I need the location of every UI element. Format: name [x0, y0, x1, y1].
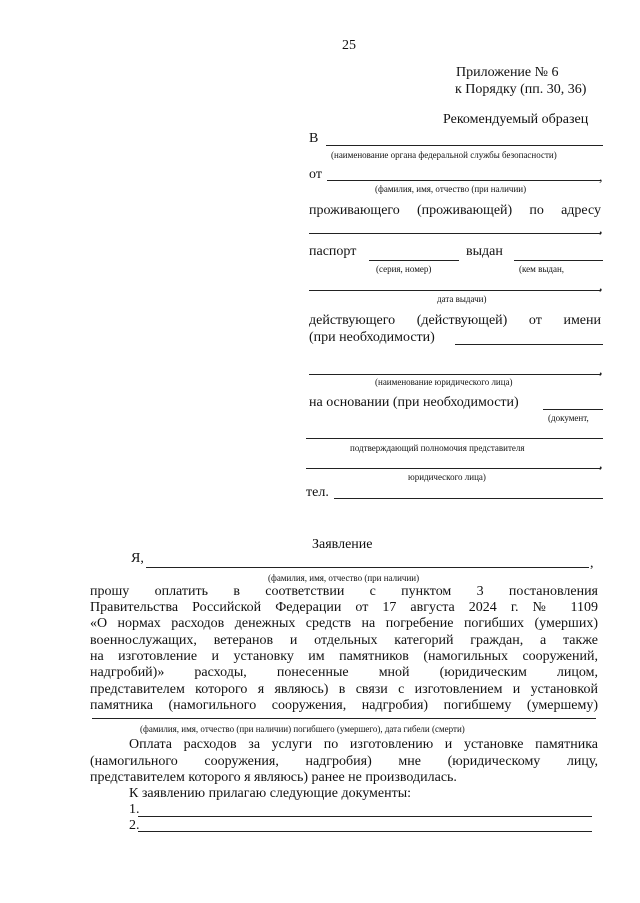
body-line-2: Правительства Российской Федерации от 17 августа 2024 г. № 1109	[90, 600, 598, 615]
comma: ,	[599, 457, 603, 472]
basis-line	[543, 409, 603, 410]
attachment-2-line	[138, 831, 592, 832]
issued-by-caption: (кем выдан,	[519, 264, 565, 274]
issue-date-line	[309, 290, 601, 291]
from-prefix: от	[309, 167, 322, 182]
body-line-6: надгробий)» расходы, понесенные мной (юридическим лицом,	[90, 665, 598, 680]
phone-line	[334, 498, 603, 499]
entity-caption: (наименование юридического лица)	[375, 377, 513, 387]
statement-title: Заявление	[312, 537, 373, 552]
appendix-number: Приложение № 6	[456, 65, 559, 80]
body-line-7: представителем которого я являюсь) в связи с изготовлением и установкой	[90, 682, 598, 697]
comma: ,	[599, 363, 603, 378]
basis-label: на основании (при необходимости)	[309, 395, 519, 410]
entity-line-1	[455, 344, 603, 345]
authority-line-2	[306, 468, 601, 469]
issued-by-line	[514, 260, 603, 261]
attachment-1-line	[138, 816, 592, 817]
issued-label: выдан	[466, 244, 503, 259]
authority-line-1	[306, 438, 603, 439]
residing-label: проживающего (проживающей) по адресу	[309, 203, 601, 218]
comma: ,	[599, 279, 603, 294]
legal-entity-caption: юридического лица)	[408, 472, 486, 482]
fsb-organ-caption: (наименование органа федеральной службы безопасности)	[331, 150, 557, 160]
page-number: 25	[342, 38, 356, 53]
phone-label: тел.	[306, 485, 329, 500]
deceased-caption: (фамилия, имя, отчество (при наличии) погибшего (умершего), дата гибели (смерти)	[140, 724, 465, 734]
to-prefix: В	[309, 131, 319, 146]
body-line-3: «О нормах расходов денежных средств на погребение погибших (умерших)	[90, 616, 598, 631]
para2-line-3: представителем которого я являюсь) ранее не производилась.	[90, 770, 457, 785]
body-line-8: памятника (намогильного сооружения, надгробия) погибшему (умершему)	[90, 698, 598, 713]
comma: ,	[599, 222, 603, 237]
applicant-fio-line	[146, 567, 589, 568]
address-line	[309, 233, 601, 234]
attachment-1-number: 1.	[129, 802, 140, 817]
applicant-name-line	[327, 180, 601, 181]
sample-label: Рекомендуемый образец	[443, 112, 589, 127]
passport-series-caption: (серия, номер)	[376, 264, 432, 274]
entity-line-2	[309, 374, 601, 375]
passport-label: паспорт	[309, 244, 357, 259]
applicant-fio-caption: (фамилия, имя, отчество (при наличии)	[268, 573, 420, 583]
para2-line-1: Оплата расходов за услуги по изготовлению и установке памятника	[129, 737, 598, 752]
order-reference: к Порядку (пп. 30, 36)	[455, 82, 587, 97]
document-caption: (документ,	[548, 413, 589, 423]
applicant-name-caption: (фамилия, имя, отчество (при наличии)	[375, 184, 527, 194]
fsb-organ-line	[326, 145, 603, 146]
attachments-label: К заявлению прилагаю следующие документы:	[129, 786, 412, 801]
comma: ,	[599, 170, 603, 185]
authority-caption: подтверждающий полномочия представителя	[350, 443, 525, 453]
acting-label: действующего (действующей) от имени	[309, 313, 601, 328]
if-necessary-label: (при необходимости)	[309, 330, 435, 345]
body-line-1: прошу оплатить в соответствии с пунктом 3 постановления	[90, 584, 598, 599]
attachment-2-number: 2.	[129, 818, 140, 833]
issue-date-caption: дата выдачи)	[437, 294, 487, 304]
ya-label: Я,	[131, 551, 144, 566]
comma: ,	[590, 556, 594, 571]
body-line-4: военнослужащих, ветеранов и отдельных категорий граждан, а также	[90, 633, 598, 648]
para2-line-2: (намогильного сооружения, надгробия) мне (юридическому лицу,	[90, 754, 598, 769]
deceased-line	[92, 718, 596, 719]
passport-series-line	[369, 260, 459, 261]
body-line-5: на изготовление и установку им памятников (намогильных сооружений,	[90, 649, 598, 664]
